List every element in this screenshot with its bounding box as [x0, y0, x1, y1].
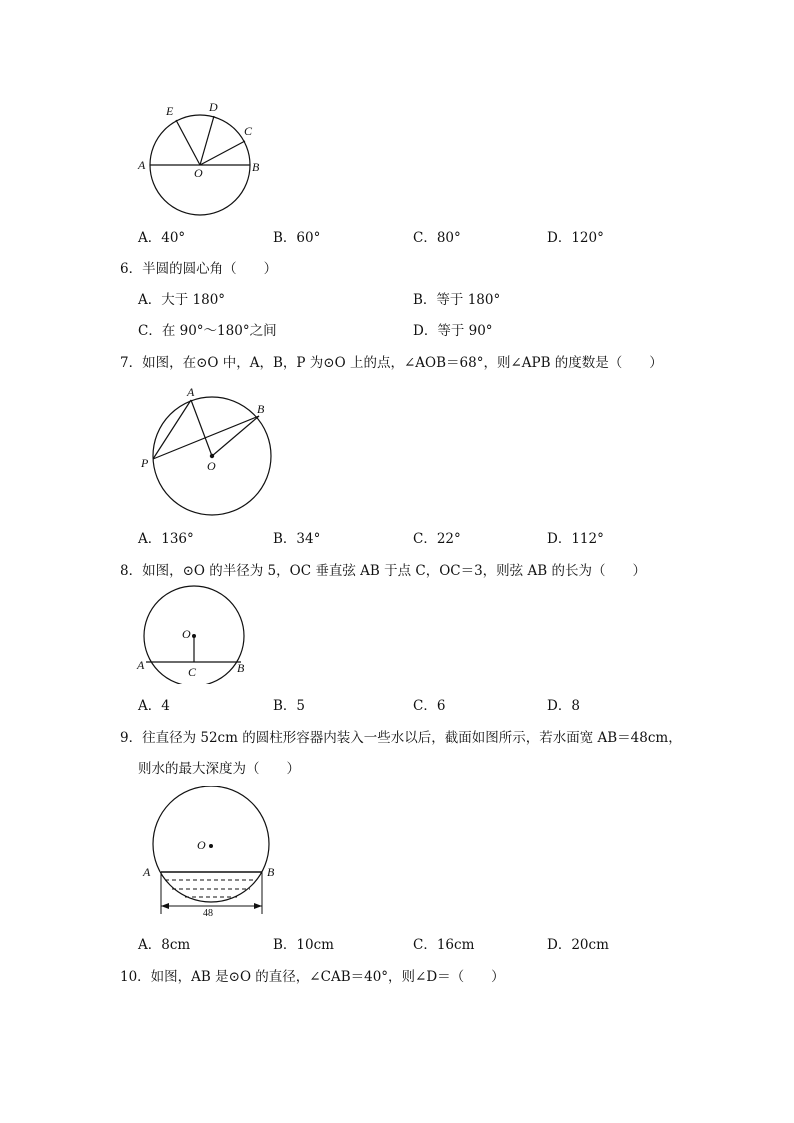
- q6-option-a: A．大于 180°: [138, 292, 226, 308]
- q9-option-c: C．16cm: [413, 937, 475, 953]
- q8-label-b: B: [237, 661, 245, 675]
- q9-option-d: D．20cm: [547, 937, 609, 953]
- q6-option-b: B．等于 180°: [413, 292, 501, 308]
- q9-label-a: A: [143, 865, 151, 879]
- q5-option-c: C．80°: [413, 230, 461, 246]
- q6-stem: 6．半圆的圆心角（ ）: [120, 261, 278, 277]
- q7-segment-pb: [153, 416, 259, 459]
- q5-label-d: D: [209, 100, 218, 114]
- q5-option-b: B．60°: [273, 230, 321, 246]
- q9-center-dot: [209, 844, 213, 848]
- q5-label-c: C: [244, 124, 253, 138]
- q6-option-c: C．在 90°～180°之间: [138, 323, 277, 339]
- q5-option-a: A．40°: [138, 230, 186, 246]
- q7-option-d: D．112°: [547, 531, 604, 547]
- q7-label-p: P: [141, 456, 149, 470]
- q8-label-c: C: [188, 665, 197, 679]
- q8-label-a: A: [137, 658, 145, 672]
- q6-option-d: D．等于 90°: [413, 323, 493, 339]
- q8-option-c: C．6: [413, 698, 446, 714]
- q5-label-a: A: [138, 158, 146, 172]
- q5-radius-oc: [200, 141, 245, 165]
- q5-label-o: O: [194, 166, 203, 180]
- q8-center-dot: [192, 634, 196, 638]
- q7-figure: [135, 382, 280, 522]
- q7-option-c: C．22°: [413, 531, 461, 547]
- q5-label-e: E: [166, 104, 174, 118]
- q8-option-a: A．4: [138, 698, 170, 714]
- q5-radius-od: [200, 116, 214, 165]
- q7-label-b: B: [257, 402, 265, 416]
- q9-option-b: B．10cm: [273, 937, 334, 953]
- q10-stem: 10．如图，AB 是⊙O 的直径，∠CAB＝40°，则∠D＝（ ）: [120, 969, 505, 985]
- q9-figure: [135, 786, 285, 926]
- q7-option-a: A．136°: [138, 531, 194, 547]
- q9-label-o: O: [197, 838, 206, 852]
- q7-option-b: B．34°: [273, 531, 321, 547]
- q7-segment-ao: [191, 400, 212, 456]
- q8-option-d: D．8: [547, 698, 580, 714]
- q5-figure: [130, 95, 270, 220]
- q8-label-o: O: [182, 627, 191, 641]
- q9-label-b: B: [267, 865, 275, 879]
- q9-dim-arrow-left: [161, 903, 169, 909]
- q8-figure: [130, 584, 260, 684]
- q8-stem: 8．如图，⊙O 的半径为 5，OC 垂直弦 AB 于点 C，OC＝3，则弦 AB 的长为（ ）: [120, 563, 646, 579]
- q9-stem-line1: 9．往直径为 52cm 的圆柱形容器内装入一些水以后，截面如图所示，若水面宽 AB＝48cm，: [120, 730, 682, 746]
- q7-label-a: A: [187, 385, 195, 399]
- q8-option-b: B．5: [273, 698, 306, 714]
- q7-label-o: O: [207, 459, 216, 473]
- q9-label-width: 48: [203, 908, 213, 919]
- q9-option-a: A．8cm: [138, 937, 191, 953]
- q7-stem: 7．如图，在⊙O 中，A，B，P 为⊙O 上的点，∠AOB＝68°，则∠APB 的度数是（ ）: [120, 355, 663, 371]
- q5-label-b: B: [252, 160, 260, 174]
- q9-dim-arrow-right: [254, 903, 262, 909]
- q7-segment-ob: [212, 416, 259, 456]
- q9-stem-line2: 则水的最大深度为（ ）: [138, 761, 300, 777]
- q5-radius-oe: [176, 120, 200, 165]
- q7-center-dot: [210, 454, 214, 458]
- q5-option-d: D．120°: [547, 230, 604, 246]
